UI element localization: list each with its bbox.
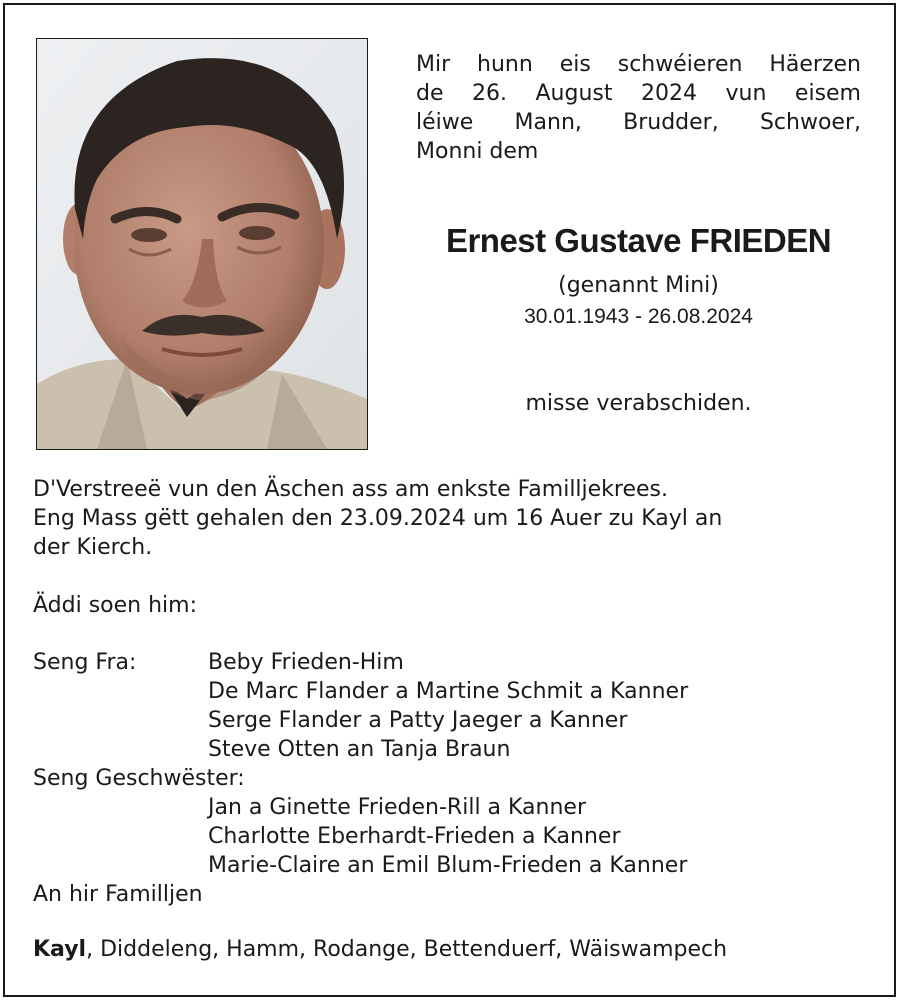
family-member: Beby Frieden-Him <box>208 650 404 675</box>
siblings-label: Seng Geschwëster: <box>33 766 245 791</box>
mourners-intro: Äddi soen him: <box>33 593 197 618</box>
places-rest: , Diddeleng, Hamm, Rodange, Bettenduerf, Wäiswampech <box>86 937 728 962</box>
deceased-nickname: (genannt Mini) <box>558 273 719 298</box>
portrait-illustration <box>37 39 367 449</box>
life-dates: 30.01.1943 - 26.08.2024 <box>524 305 753 328</box>
family-member: Jan a Ginette Frieden-Rill a Kanner <box>208 795 587 820</box>
notice-line: Eng Mass gëtt gehalen den 23.09.2024 um 16 Auer zu Kayl an <box>33 506 723 531</box>
intro-line: Mir hunn eis schwéieren Häerzen <box>416 52 861 77</box>
family-closing: An hir Familljen <box>33 882 203 907</box>
intro-line: de 26. August 2024 vun eisem <box>416 81 861 106</box>
family-member: Charlotte Eberhardt-Frieden a Kanner <box>208 824 621 849</box>
portrait-photo <box>36 38 368 450</box>
deceased-name: Ernest Gustave FRIEDEN <box>445 222 832 259</box>
notice-paragraph <box>33 475 722 562</box>
family-member: Steve Otten an Tanja Braun <box>208 737 511 762</box>
intro-line: Monni dem <box>416 139 539 164</box>
family-member: Marie-Claire an Emil Blum-Frieden a Kanner <box>208 853 688 878</box>
farewell-text: misse verabschiden. <box>525 391 752 416</box>
notice-line: D'Verstreeë vun den Äschen ass am enkste Familljekrees. <box>33 477 669 502</box>
family-member: De Marc Flander a Martine Schmit a Kanner <box>208 679 689 704</box>
intro-text <box>416 50 861 166</box>
places-first: Kayl <box>33 937 87 962</box>
family-member: Serge Flander a Patty Jaeger a Kanner <box>208 708 628 733</box>
intro-line: léiwe Mann, Brudder, Schwoer, <box>416 110 861 135</box>
spouse-label: Seng Fra: <box>33 650 137 675</box>
notice-line: der Kierch. <box>33 535 153 560</box>
places-line <box>33 937 727 962</box>
